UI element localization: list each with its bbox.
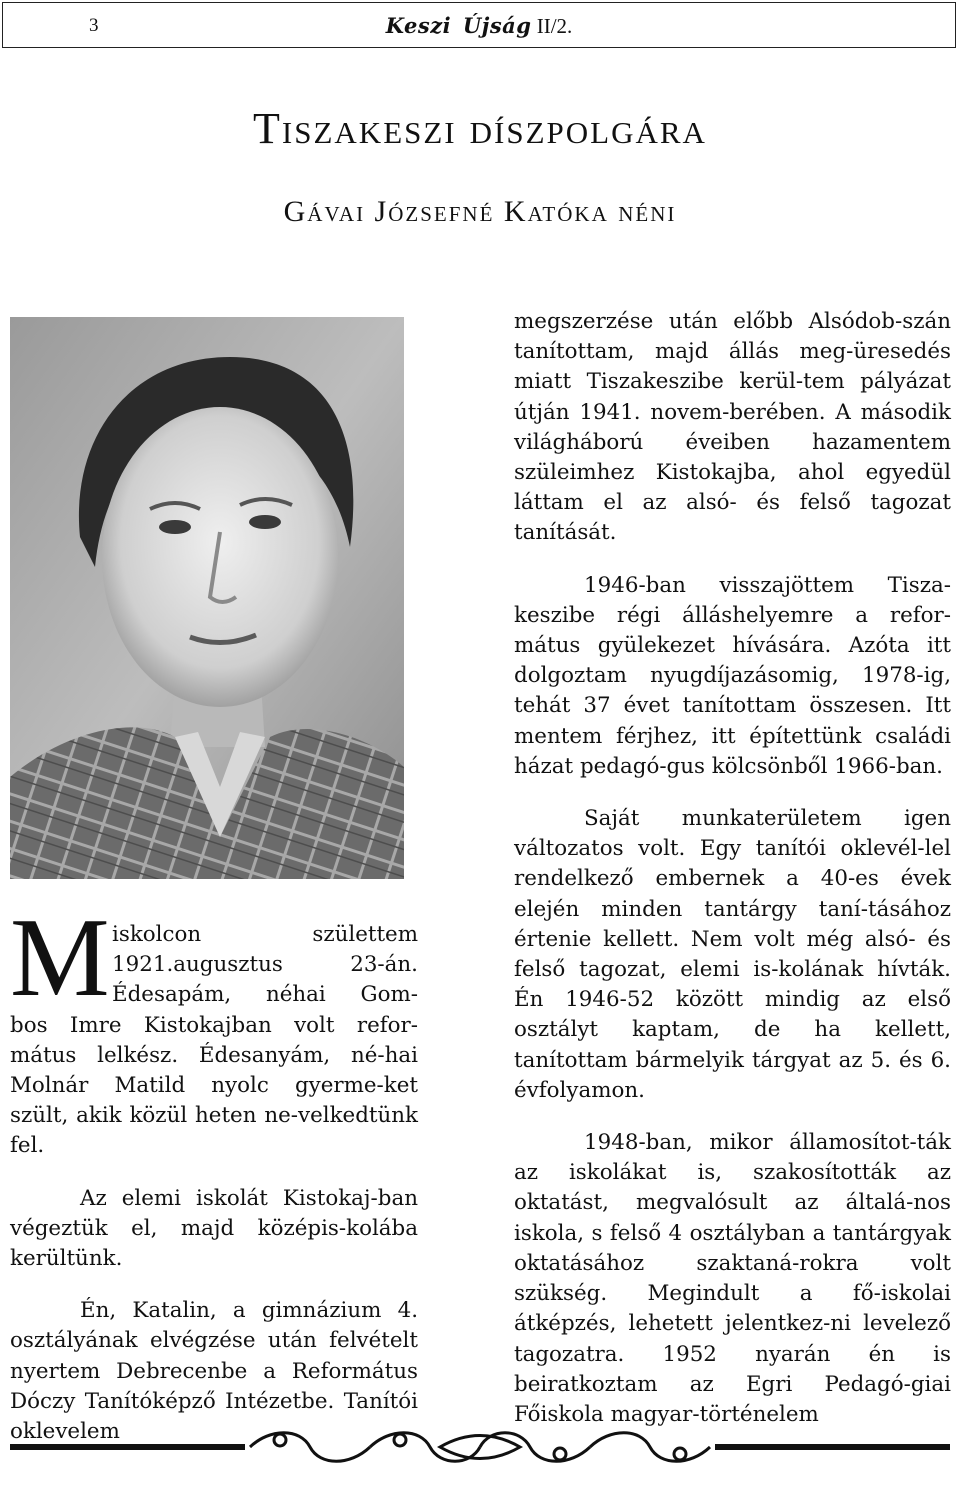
masthead-brand [386,13,532,38]
dropcap-line-2: 1921.augusztus 23-án. [112,952,418,978]
dropcap-line-3: Édesapám, néhai Gom- [112,982,418,1008]
paragraph-6: Saját munkaterületem igen változatos volt. Egy tanítói oklevél-lel rendelkező embernek a 40-es évek elején minden tantárgy taní-tásához értenie kellett. Nem volt még alsó- és felső tagozat, elemi is-kolának hívták. Én 1946-52 között mindig az első osztályt kaptam, de ha kellett, tanítottam bármelyik tárgyat az 5. és 6. évfolyamon. [514,806,951,1103]
paragraph-1-rest: bos Imre Kistokajban volt refor-mátus lelkész. Édesanyám, né-hai Molnár Matild nyolc gyerme-ket szült, akik közül heten ne-velkedtünk fel. [10,1012,418,1159]
masthead [3,13,955,39]
portrait-image [10,317,404,879]
page-header [2,2,956,48]
scroll-ornament-icon [0,1426,960,1470]
article-title: Tiszakeszi díszpolgára [253,104,707,153]
paragraph-2: Az elemi iskolát Kistokaj-ban végeztük el, majd középis-kolába kerültünk. [10,1185,418,1272]
brand-part-1: Keszi [385,13,452,38]
dropcap-line-1: iskolcon születtem [112,922,418,947]
dropcap-letter: M [10,896,110,1020]
paragraph-4: megszerzése után előbb Alsódob-szán tanítottam, majd állás meg-üresedés miatt Tiszakeszibe kerül-tem pályázat útján 1941. novem-berében. A második világháború éveiben hazamentem szüleimhez Kistokajba, ahol egyedül láttam el az alsó- és felső tagozat tanítását. [514,309,951,546]
article-subtitle: Gávai Józsefné Katóka néni [283,195,677,228]
paragraph-7: 1948-ban, mikor államosítot-ták az iskolákat is, szakosították az oktatást, megvalósult az általá-nos iskola, s felső 4 osztályban a tantárgyak oktatásához szaktaná-rokra volt szükség. Megindult a fő-iskolai átképzés, lehetett jelentkez-ni levelező tagozatra. 1952 nyarán én is beiratkoztam az Egri Pedagó-giai Főiskola magyar-történelem [514,1130,951,1427]
brand-part-2: Újság [462,13,532,38]
left-column [10,920,418,1447]
page-number: 3 [89,15,99,36]
issue-number: II/2. [536,14,573,38]
paragraph-3: Én, Katalin, a gimnázium 4. osztályának elvégzése után felvételt nyertem Debrecenbe a Református Dóczy Tanítóképző Intézetbe. Tanítói oklevelem [10,1298,418,1445]
right-column [514,307,951,1430]
portrait-photo [10,317,404,879]
paragraph-5: 1946-ban visszajöttem Tisza-keszibe régi álláshelyemre a refor-mátus gyülekezet hívására. Azóta itt dolgoztam nyugdíjazásomig, 1978-ig, tehát 37 évet tanítottam összesen. Itt mentem férjhez, itt építettünk családi házat pedagó-gus kölcsönből 1966-ban. [514,572,951,779]
